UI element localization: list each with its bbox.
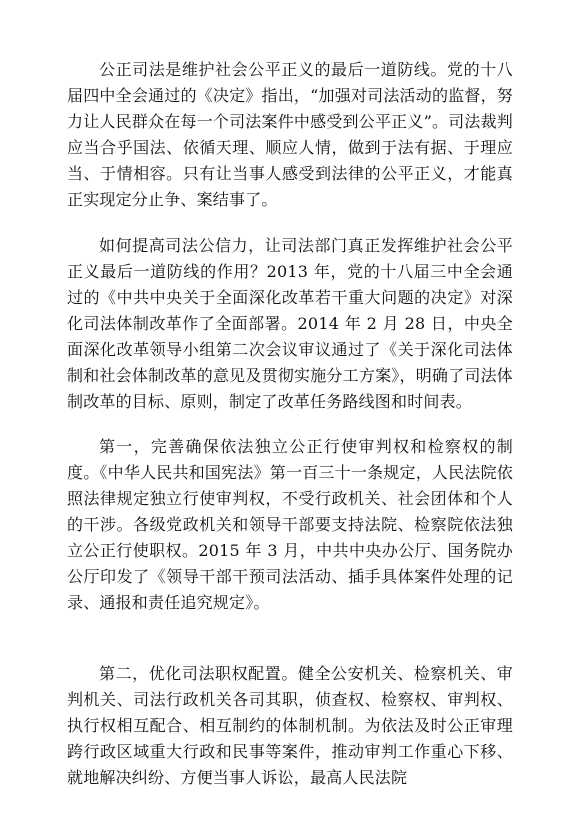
paragraph-judicial-justice: 公正司法是维护社会公平正义的最后一道防线。党的十八届四中全会通过的《决定》指出，“加强对司法活动的监督，努力让人民群众在每一个司法案件中感受到公平正义”。司法裁判应当合乎国法、依循天理、顺应人情，做到于法有据、于理应当、于情相容。只有让当事人感受到法律的公平正义，才能真正实现定分止争、案结事了。: [67, 60, 513, 209]
paragraph-judicial-power-allocation: 第二，优化司法职权配置。健全公安机关、检察机关、审判机关、司法行政机关各司其职，侦查权、检察权、审判权、执行权相互配合、相互制约的体制机制。为依法及时公正审理跨行政区域重大行政和民事等案件，推动审判工作重心下移、就地解决纠纷、方便当事人诉讼，最高人民法院: [67, 664, 513, 787]
paragraph-judicial-credibility: 如何提高司法公信力，让司法部门真正发挥维护社会公平正义最后一道防线的作用？2013 年，党的十八届三中全会通过的《中共中央关于全面深化改革若干重大问题的决定》对深化司法体制改革作了全面部署。2014 年 2 月 28 日，中央全面深化改革领导小组第二次会议审议通过了《关于深化司法体制和社会体制改革的意见及贯彻实施分工方案》，明确了司法体制改革的目标、原则，制定了改革任务路线图和时间表。: [67, 236, 513, 411]
paragraph-independent-judicial-power: 第一，完善确保依法独立公正行使审判权和检察权的制度。《中华人民共和国宪法》第一百三十一条规定，人民法院依照法律规定独立行使审判权，不受行政机关、社会团体和个人的干涉。各级党政机关和领导干部要支持法院、检察院依法独立公正行使职权。2015 年 3 月，中共中央办公厅、国务院办公厅印发了《领导干部干预司法活动、插手具体案件处理的记录、通报和责任追究规定》。: [67, 437, 513, 612]
